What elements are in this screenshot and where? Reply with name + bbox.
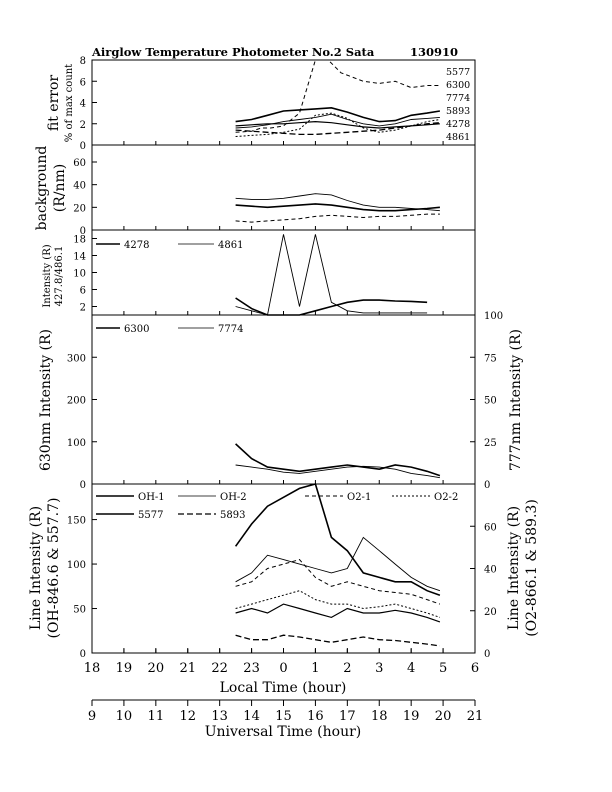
- legend-fit-error-5577: 5577: [446, 67, 471, 78]
- ytick-label-fit-error: 8: [79, 56, 86, 67]
- local-tick-label: 5: [438, 661, 448, 676]
- local-tick-label: 1: [311, 661, 320, 676]
- background-ylabel: background: [34, 145, 50, 231]
- series-line-630nm-6300: [236, 444, 440, 476]
- series-line-line-intensity-OH-2: [236, 604, 440, 622]
- ytick-right-label-line-intensity: 0: [484, 649, 491, 660]
- ut-tick-label: 12: [179, 709, 197, 724]
- ytick-label-background: 60: [73, 158, 86, 169]
- local-tick-label: 6: [470, 661, 480, 676]
- fit-error-ylabel2: % of max count: [64, 63, 75, 143]
- ytick-right-label-630nm: 50: [484, 395, 497, 407]
- ut-tick-label: 17: [339, 709, 356, 724]
- ytick-label-630nm: 300: [66, 353, 86, 365]
- series-line-intensity-427-4861: [236, 234, 428, 315]
- local-tick-label: 20: [147, 661, 165, 676]
- fit-error-ylabel: fit error: [46, 74, 62, 132]
- ytick-label-intensity-427: 18: [73, 234, 86, 246]
- ytick-right-label-630nm: 0: [484, 480, 491, 491]
- local-tick-label: 3: [375, 661, 384, 676]
- background-ylabel2: (R/nm): [52, 163, 68, 213]
- legend-label-OH-2: OH-2: [220, 492, 247, 503]
- legend-fit-error-5893: 5893: [446, 106, 471, 117]
- series-line-line-intensity-5893: [236, 635, 440, 646]
- local-tick-label: 2: [343, 661, 352, 676]
- line-intensity-ylabel: Line Intensity (R): [28, 505, 44, 631]
- legend-label-OH-1: OH-1: [138, 492, 165, 503]
- legend-label-O2-2: O2-2: [434, 492, 459, 503]
- ytick-label-background: 0: [79, 226, 86, 237]
- legend-label-6300: 6300: [124, 324, 150, 335]
- local-tick-label: 4: [407, 661, 416, 676]
- line-intensity-right-ylabel2: (O2-866.1 & 589.3): [524, 499, 540, 637]
- ytick-right-label-630nm: 75: [484, 353, 497, 365]
- ytick-label-intensity-427: 6: [79, 285, 86, 297]
- ytick-label-line-intensity: 0: [79, 649, 86, 660]
- legend-fit-error-4278: 4278: [446, 119, 471, 130]
- legend-fit-error-6300: 6300: [446, 80, 471, 91]
- ut-xlabel: Universal Time (hour): [204, 724, 362, 740]
- ytick-label-intensity-427: 2: [79, 302, 86, 314]
- ytick-right-label-line-intensity: 20: [484, 606, 497, 618]
- panel-630nm-frame: [92, 315, 475, 484]
- series-line-background-b2: [236, 194, 440, 211]
- ytick-label-background: 40: [73, 180, 86, 192]
- local-tick-label: 21: [179, 661, 197, 676]
- panel-background-frame: [92, 145, 475, 230]
- legend-label-4278: 4278: [124, 240, 150, 251]
- ut-tick-label: 16: [307, 709, 324, 724]
- ut-tick-label: 11: [147, 709, 165, 724]
- legend-fit-error-4861: 4861: [446, 132, 471, 143]
- ytick-right-label-line-intensity: 40: [484, 564, 497, 576]
- intensity-ylabel: Intensity (R): [42, 244, 53, 308]
- ut-tick-label: 9: [87, 709, 97, 724]
- ytick-label-630nm: 100: [66, 437, 86, 449]
- ut-tick-label: 20: [434, 709, 452, 724]
- ut-tick-label: 19: [402, 709, 420, 724]
- local-tick-label: 18: [83, 661, 101, 676]
- 630nm-ylabel: 630nm Intensity (R): [38, 328, 54, 472]
- series-line-background-b1: [236, 204, 440, 211]
- local-tick-label: 19: [115, 661, 133, 676]
- ut-tick-label: 21: [466, 709, 484, 724]
- ytick-label-fit-error: 0: [79, 141, 86, 152]
- legend-label-5577: 5577: [138, 510, 164, 521]
- ytick-label-intensity-427: 14: [73, 251, 86, 263]
- legend-label-4861: 4861: [218, 240, 244, 251]
- local-tick-label: 0: [279, 661, 288, 676]
- series-line-background-b3: [236, 214, 440, 222]
- chart-date: 130910: [410, 45, 459, 59]
- ytick-label-background: 20: [73, 203, 86, 215]
- ytick-label-fit-error: 6: [79, 77, 86, 89]
- ytick-right-label-line-intensity: 60: [484, 522, 497, 534]
- local-tick-label: 23: [243, 661, 260, 676]
- ytick-label-line-intensity: 50: [73, 604, 86, 616]
- legend-label-7774: 7774: [218, 324, 244, 335]
- ut-tick-label: 10: [115, 709, 133, 724]
- ut-tick-label: 14: [243, 709, 260, 724]
- chart-title: Airglow Temperature Photometer No.2 Sata: [92, 45, 375, 59]
- line-intensity-ylabel2: (OH-846.6 & 557.7): [46, 497, 62, 639]
- ut-tick-label: 18: [370, 709, 388, 724]
- ytick-label-line-intensity: 150: [66, 515, 86, 527]
- legend-fit-error-7774: 7774: [446, 93, 471, 104]
- 777nm-ylabel: 777nm Intensity (R): [508, 328, 524, 472]
- ytick-label-fit-error: 4: [79, 98, 86, 110]
- local-tick-label: 22: [211, 661, 228, 676]
- ytick-label-fit-error: 2: [79, 119, 86, 131]
- series-line-line-intensity-OH-1: [236, 484, 440, 595]
- chart-marks: [67, 56, 503, 724]
- ut-tick-label: 15: [275, 709, 292, 724]
- intensity-ylabel2: 427.8/486.1: [54, 245, 65, 307]
- ytick-label-line-intensity: 100: [66, 560, 86, 572]
- legend-label-O2-1: O2-1: [347, 492, 372, 503]
- series-line-line-intensity-5577: [236, 537, 440, 590]
- legend-label-5893: 5893: [220, 510, 246, 521]
- ytick-label-intensity-427: 10: [73, 268, 86, 280]
- ut-tick-label: 13: [211, 709, 228, 724]
- local-time-xlabel: Local Time (hour): [219, 680, 347, 696]
- ytick-right-label-630nm: 100: [484, 311, 504, 322]
- ytick-right-label-630nm: 25: [484, 437, 497, 449]
- series-line-fit-error-7774: [236, 60, 440, 132]
- ytick-label-630nm: 0: [79, 480, 86, 491]
- ytick-label-630nm: 200: [66, 395, 86, 407]
- line-intensity-right-ylabel: Line Intensity (R): [506, 505, 522, 631]
